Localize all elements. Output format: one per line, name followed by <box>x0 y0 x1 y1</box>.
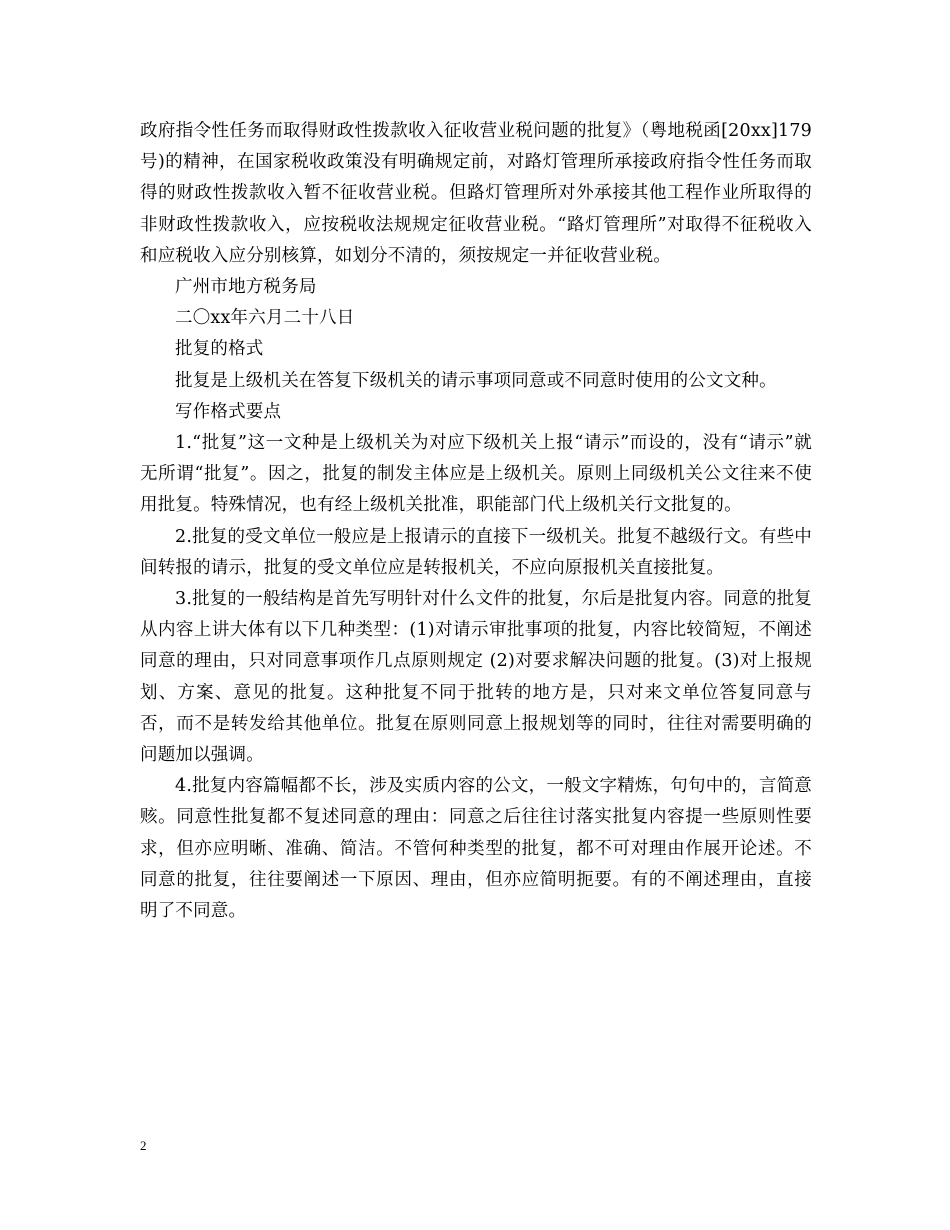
page-number: 2 <box>140 1138 147 1153</box>
issuer-name: 广州市地方税务局 <box>175 277 317 298</box>
definition-paragraph: 批复是上级机关在答复下级机关的请示事项同意或不同意时使用的公文文种。 <box>175 370 777 391</box>
point-1: 1.“批复”这一文种是上级机关为对应下级机关上报“请示”而设的，没有“请示”就无所谓“批复”。因之，批复的制发主体应是上级机关。原则上同级机关公文往来不使用批复。特殊情况，也有经上级机关批准，职能部门代上级机关行文批复的。 <box>140 433 812 516</box>
document-body <box>140 116 812 927</box>
point-3: 3.批复的一般结构是首先写明针对什么文件的批复，尔后是批复内容。同意的批复从内容上讲大体有以下几种类型：(1)对请示审批事项的批复，内容比较简短，不阐述同意的理由，只对同意事项作几点原则规定 (2)对要求解决问题的批复。(3)对上报规划、方案、意见的批复。这种批复不同于批转的地方是，只对来文单位答复同意与否，而不是转发给其他单位。批复在原则同意上报规划等的同时，往往对需要明确的问题加以强调。 <box>140 589 812 766</box>
section-heading-format: 批复的格式 <box>175 339 264 360</box>
point-4: 4.批复内容篇幅都不长，涉及实质内容的公文，一般文字精炼，句句中的，言简意赅。同意性批复都不复述同意的理由：同意之后往往讨落实批复内容提一些原则性要求，但亦应明晰、准确、简洁。不管何种类型的批复，都不可对理由作展开论述。不同意的批复，往往要阐述一下原因、理由，但亦应简明扼要。有的不阐述理由，直接明了不同意。 <box>140 776 812 922</box>
section-heading-key-points: 写作格式要点 <box>175 401 282 422</box>
point-2: 2.批复的受文单位一般应是上报请示的直接下一级机关。批复不越级行文。有些中间转报的请示，批复的受文单位应是转报机关，不应向原报机关直接批复。 <box>140 526 812 578</box>
paragraph-continuation: 政府指令性任务而取得财政性拨款收入征收营业税问题的批复》（粤地税函[20xx]179号)的精神，在国家税收政策没有明确规定前，对路灯管理所承接政府指令性任务而取得的财政性拨款收入暂不征收营业税。但路灯管理所对外承接其他工程作业所取得的非财政性拨款收入，应按税收法规规定征收营业税。“路灯管理所”对取得不征税收入和应税收入应分别核算，如划分不清的，须按规定一并征收营业税。 <box>140 121 812 266</box>
issue-date: 二〇xx年六月二十八日 <box>175 308 355 329</box>
